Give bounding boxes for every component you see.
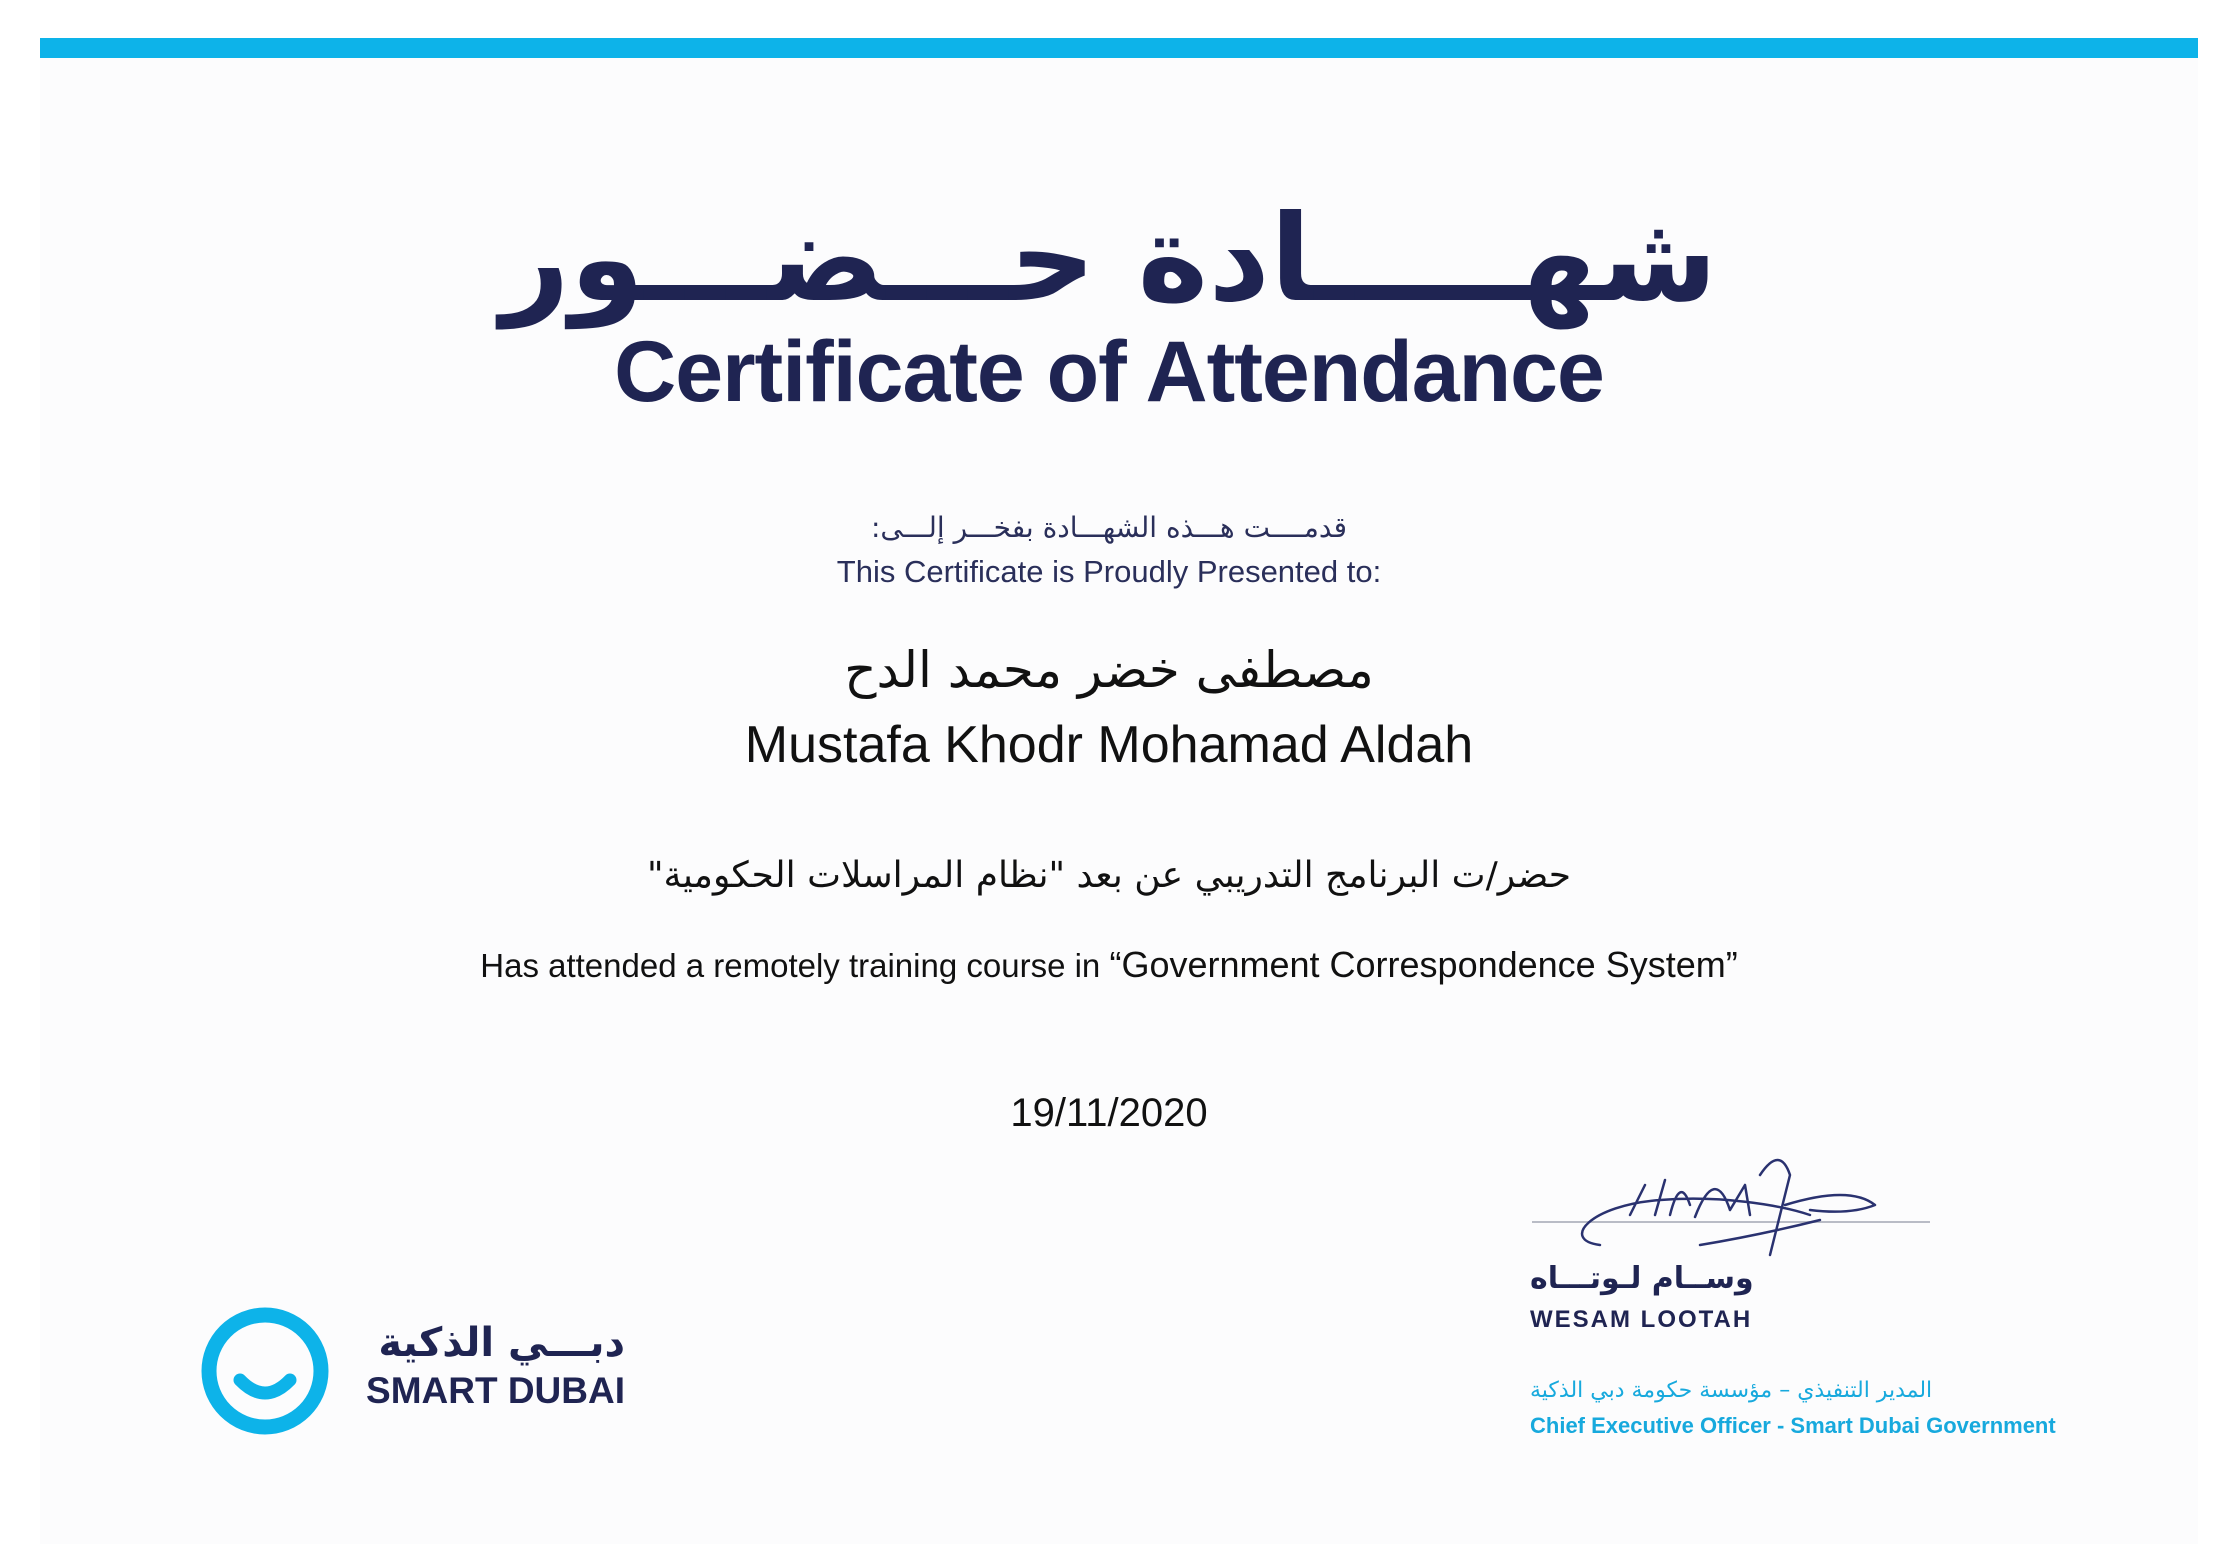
presented-to-arabic: قدمــــت هـــذه الشهـــادة بفخـــر إلـــى: — [871, 511, 1347, 544]
attended-course-english — [0, 940, 2218, 991]
attended-course-arabic: حضر/ت البرنامج التدريبي عن بعد "نظام المراسلات الحكومية" — [646, 855, 1572, 896]
smart-dubai-smile-icon — [200, 1306, 330, 1436]
smart-dubai-logo — [200, 1300, 630, 1440]
course-name: “Government Correspondence System” — [1109, 944, 1738, 985]
presented-to-english: This Certificate is Proudly Presented to: — [836, 554, 1382, 589]
signatory-name-english: WESAM LOOTAH — [1530, 1306, 1753, 1333]
logo-text-english: SMART DUBAI — [366, 1370, 625, 1411]
attended-prefix: Has attended a remotely training course in — [480, 947, 1110, 984]
signatory-role-english: Chief Executive Officer - Smart Dubai Government — [1530, 1413, 2056, 1438]
title-arabic: شهـــــادة حـــضـــور — [500, 190, 1718, 329]
signatory-name-arabic: وســام لـوتـــاه — [1530, 1261, 1754, 1296]
top-accent-bar — [40, 38, 2198, 58]
recipient-name-arabic: مصطفى خضر محمد الدح — [844, 641, 1374, 699]
signatory-role-arabic: المدير التنفيذي – مؤسسة حكومة دبي الذكية — [1530, 1378, 1933, 1403]
logo-text-arabic: دبـــي الذكية — [378, 1320, 625, 1366]
title-english: Certificate of Attendance — [614, 324, 1604, 420]
certificate-date: 19/11/2020 — [1010, 1091, 1208, 1135]
recipient-name-english: Mustafa Khodr Mohamad Aldah — [744, 716, 1474, 774]
